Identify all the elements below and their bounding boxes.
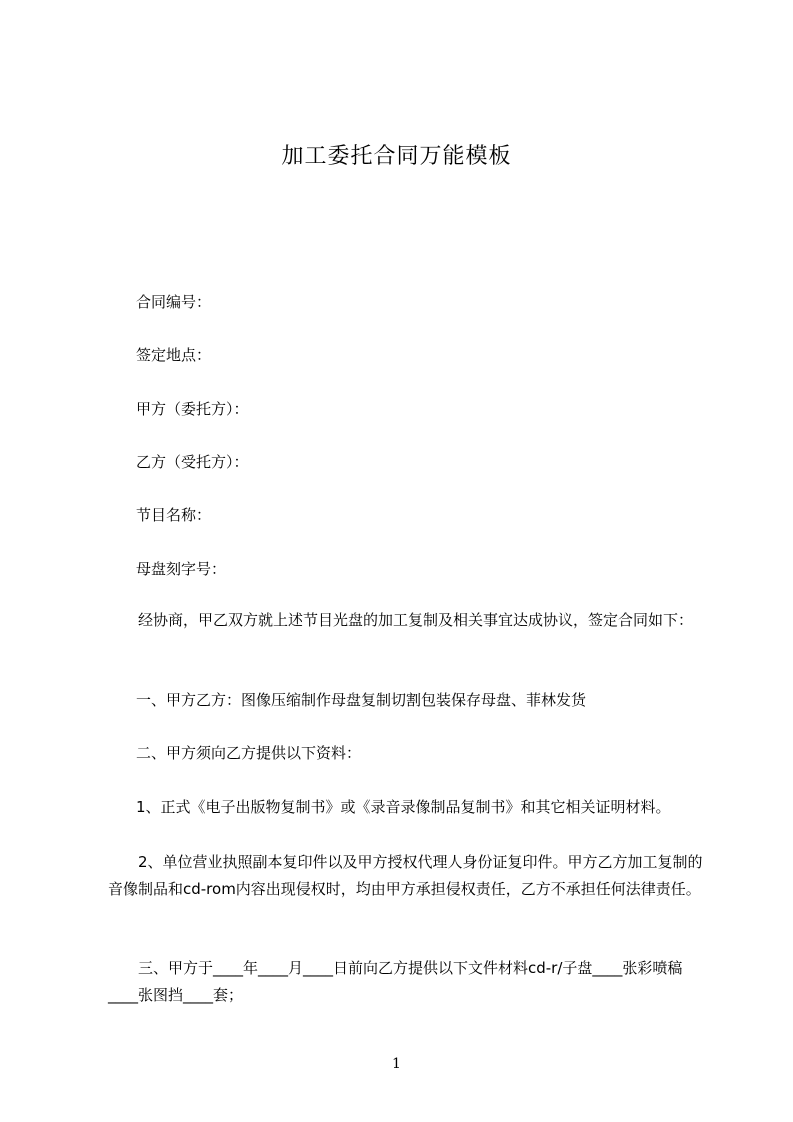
- field-program-name: 节目名称：: [136, 506, 212, 524]
- field-contract-number: 合同编号：: [136, 293, 212, 311]
- page-number: 1: [392, 1056, 401, 1072]
- paragraph-clause-3: 三、甲方于____年____月____日前向乙方提供以下文件材料cd-r/子盘____张彩喷稿____张图挡____套；: [108, 959, 683, 1004]
- paragraph-clause-2: 二、甲方须向乙方提供以下资料：: [136, 744, 362, 762]
- field-party-a: 甲方（委托方）：: [136, 400, 249, 418]
- field-signing-place: 签定地点：: [136, 346, 212, 364]
- paragraph-clause-2-item-1: 1、正式《电子出版物复制书》或《录音录像制品复制书》和其它相关证明材料。: [136, 798, 671, 816]
- paragraph-clause-1: 一、甲方乙方：图像压缩制作母盘复制切割包装保存母盘、菲林发货: [136, 691, 587, 709]
- field-master-disc-number: 母盘刻字号：: [136, 560, 227, 578]
- paragraph-intro: 经协商，甲乙双方就上述节目光盘的加工复制及相关事宜达成协议，签定合同如下：: [138, 611, 694, 629]
- field-party-b: 乙方（受托方）：: [136, 453, 249, 471]
- paragraph-clause-2-item-2: 2、单位营业执照副本复印件以及甲方授权代理人身份证复印件。甲方乙方加工复制的音像制品和cd-rom内容出现侵权时，均由甲方承担侵权责任，乙方不承担任何法律责任。: [108, 853, 703, 898]
- document-title: 加工委托合同万能模板: [281, 144, 512, 169]
